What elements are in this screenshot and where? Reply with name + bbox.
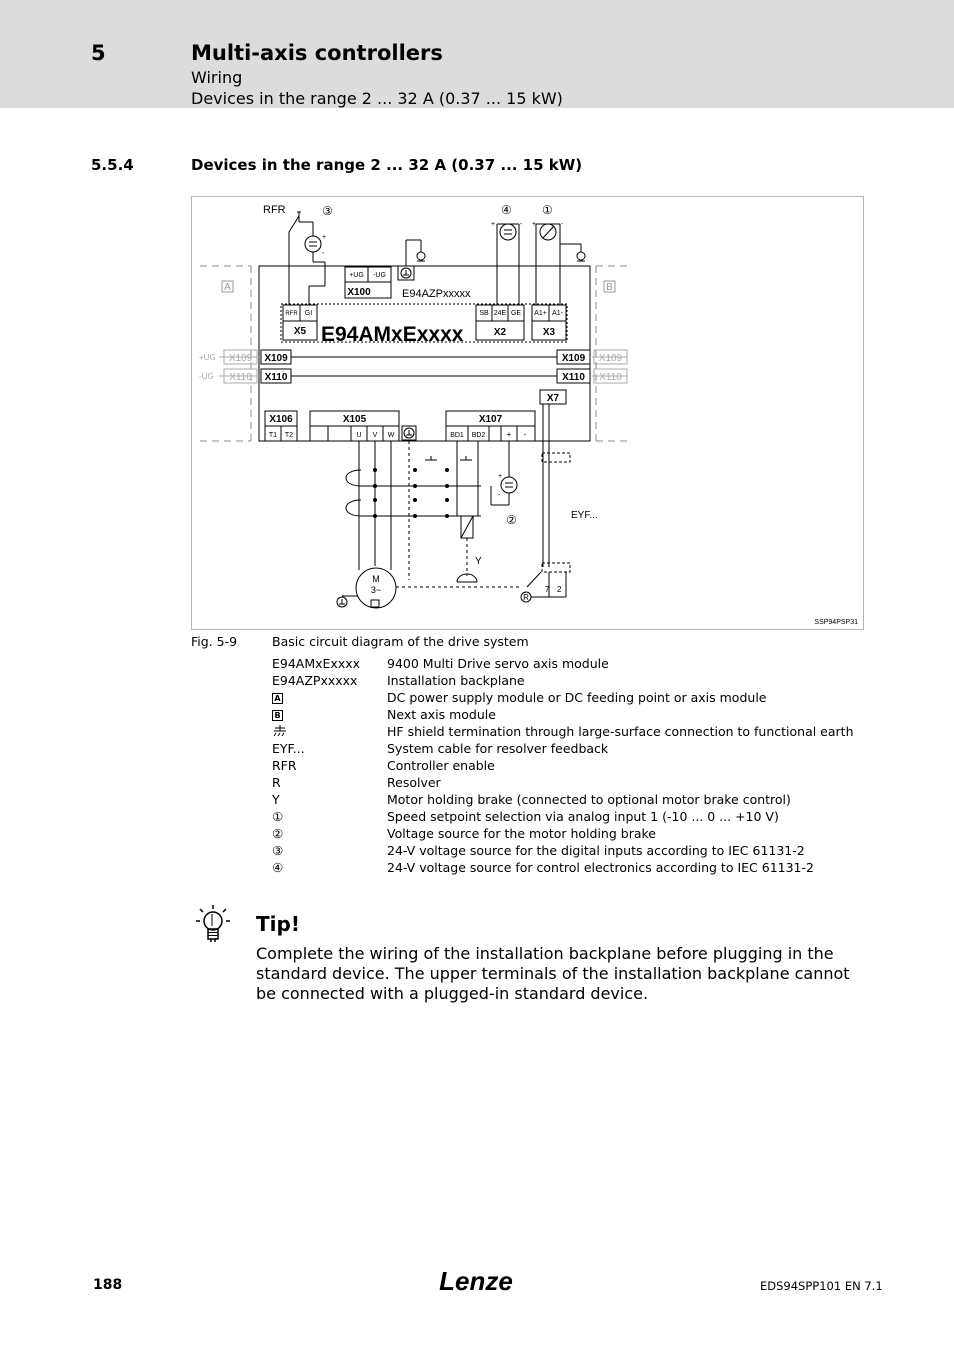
chapter-title: Multi-axis controllers: [191, 41, 443, 65]
legend-row: [272, 689, 872, 706]
legend-key: ②: [272, 826, 284, 841]
figure-label: Fig. 5-9: [191, 634, 238, 649]
svg-text:-: -: [561, 221, 564, 228]
legend-value: 9400 Multi Drive servo axis module: [387, 656, 609, 671]
svg-text:+: +: [532, 221, 537, 228]
chapter-subtitle-range: Devices in the range 2 ... 32 A (0.37 ... 15 kW): [191, 89, 563, 108]
terminal-bd2: BD2: [471, 432, 486, 439]
terminal-bd1: BD1: [450, 432, 464, 439]
marker-3: ③: [322, 204, 333, 218]
x110-right: X110: [562, 372, 585, 383]
legend-key: ③: [272, 843, 284, 858]
lenze-logo: [436, 1266, 516, 1296]
label-b: B: [606, 282, 613, 293]
tip-text: Complete the wiring of the installation backplane before plugging in the standard device. The upper terminals of the installation backplane cannot be connected with a plugged-in standard device.: [256, 944, 850, 1003]
x109-left: X109: [264, 353, 288, 364]
label-a: A: [224, 282, 231, 293]
terminal-t1: T1: [268, 432, 278, 439]
eyf-label: EYF...: [571, 510, 598, 521]
terminal-ge: GE: [510, 310, 522, 317]
circuit-diagram-svg: [192, 197, 863, 629]
x100-label: X100: [347, 287, 371, 298]
logo-text: Lenze: [439, 1266, 513, 1296]
legend-row: [272, 723, 872, 740]
resolver-wiring: [521, 404, 570, 602]
svg-text:-: -: [498, 492, 501, 499]
legend-row: [272, 791, 872, 808]
source-4-wiring: [497, 224, 519, 305]
chapter-subtitle-wiring: Wiring: [191, 68, 243, 87]
legend-value: DC power supply module or DC feeding point or axis module: [387, 690, 767, 705]
x110-neighbor-a: X110: [229, 372, 252, 383]
legend-table: [272, 655, 872, 876]
legend-row: [272, 706, 872, 723]
resolver-r-label: R: [523, 593, 529, 602]
x109-right: X109: [561, 353, 586, 364]
legend-value: 24-V voltage source for the digital inputs according to IEC 61131-2: [387, 843, 805, 858]
x2-label: X2: [493, 327, 507, 338]
terminal-minus-ug: -UG: [373, 272, 386, 279]
diagram-code: SSP94PSP31: [814, 619, 858, 626]
rfr-wiring: [289, 212, 325, 305]
terminal-a1-plus: A1+: [534, 310, 547, 317]
document-id: EDS94SPP101 EN 7.1: [760, 1279, 883, 1293]
legend-row: [272, 842, 872, 859]
motor-phase: 3~: [370, 585, 382, 595]
bus-minus-ug: -UG: [199, 372, 214, 381]
terminal-u: U: [356, 432, 362, 439]
module-name: E94AMxExxxx: [321, 323, 464, 346]
rfr-label: RFR: [263, 204, 286, 216]
legend-row: [272, 808, 872, 825]
shield-earth-symbols: [425, 456, 472, 460]
terminal-a1-minus: A1-: [552, 310, 563, 317]
terminal-plus-ug: +UG: [349, 272, 364, 279]
lightbulb-icon: [195, 904, 235, 948]
marker-1: ①: [542, 203, 553, 217]
legend-row: [272, 825, 872, 842]
legend-key-box-a: A: [272, 693, 283, 704]
legend-row: [272, 757, 872, 774]
terminal-24e: 24E: [493, 310, 507, 317]
legend-key: RFR: [272, 758, 297, 773]
legend-value: Controller enable: [387, 758, 495, 773]
source-1-wiring: [536, 224, 585, 305]
pin-2-label: 2: [557, 585, 562, 594]
bus-plus-ug: +UG: [199, 353, 216, 362]
legend-value: System cable for resolver feedback: [387, 741, 609, 756]
x3-label: X3: [542, 327, 556, 338]
figure-caption: Basic circuit diagram of the drive system: [272, 634, 529, 649]
pin-7-label: 7: [545, 585, 550, 594]
terminal-minus: -: [523, 430, 527, 439]
legend-value: HF shield termination through large-surface connection to functional earth: [387, 724, 854, 739]
terminal-sb: SB: [479, 310, 489, 317]
terminal-v: V: [372, 432, 378, 439]
marker-2: ②: [506, 513, 517, 527]
x109-neighbor-b: X109: [598, 353, 623, 364]
x106-label: X106: [269, 414, 293, 425]
brake-wiring: [396, 441, 521, 587]
page-number: 188: [93, 1277, 123, 1293]
legend-value: Installation backplane: [387, 673, 525, 688]
terminal-plus: +: [506, 430, 512, 439]
svg-text:-: -: [520, 221, 523, 228]
chapter-number: 5: [91, 41, 106, 65]
terminal-w: W: [387, 432, 395, 439]
svg-text:+: +: [498, 473, 503, 480]
legend-key: Y: [272, 792, 280, 807]
legend-key: E94AMxExxxx: [272, 656, 361, 671]
svg-text:-: -: [322, 250, 325, 257]
legend-row: [272, 859, 872, 876]
x105-label: X105: [342, 414, 367, 425]
motor-cables: [346, 441, 481, 580]
x100-earth-wiring: [406, 240, 425, 266]
brake-y-label: Y: [475, 556, 482, 567]
source-2-wiring: [491, 441, 517, 505]
legend-value: Next axis module: [387, 707, 496, 722]
motor-m: M: [372, 574, 380, 584]
hf-shield-earth-icon: [272, 723, 288, 741]
x110-left: X110: [264, 372, 288, 383]
tip-title: Tip!: [256, 912, 300, 936]
section-number: 5.5.4: [91, 156, 134, 174]
legend-key: ④: [272, 860, 284, 875]
legend-key: ①: [272, 809, 284, 824]
x7-label: X7: [546, 393, 560, 404]
legend-row: [272, 655, 872, 672]
legend-value: 24-V voltage source for control electronics according to IEC 61131-2: [387, 860, 814, 875]
legend-value: Resolver: [387, 775, 441, 790]
legend-key-box-b: B: [272, 710, 283, 721]
svg-text:+: +: [322, 234, 327, 241]
x109-neighbor-a: X109: [228, 353, 253, 364]
terminal-rfr: RFR: [285, 311, 298, 317]
motor-earth: [337, 596, 358, 607]
x110-neighbor-b: X110: [599, 372, 622, 383]
legend-row: [272, 672, 872, 689]
legend-row: [272, 774, 872, 791]
terminal-t2: T2: [284, 432, 294, 439]
svg-text:+: +: [491, 221, 496, 228]
legend-row: [272, 740, 872, 757]
legend-value: Motor holding brake (connected to optional motor brake control): [387, 792, 791, 807]
legend-key: R: [272, 775, 281, 790]
legend-value: Speed setpoint selection via analog input 1 (-10 ... 0 ... +10 V): [387, 809, 779, 824]
marker-4: ④: [501, 203, 512, 217]
legend-value: Voltage source for the motor holding brake: [387, 826, 656, 841]
legend-key: EYF...: [272, 741, 305, 756]
legend-key: E94AZPxxxxx: [272, 673, 358, 688]
backplane-name: E94AZPxxxxx: [402, 288, 471, 300]
section-title: Devices in the range 2 ... 32 A (0.37 ... 15 kW): [191, 156, 583, 174]
terminal-gi: GI: [304, 310, 313, 317]
x107-label: X107: [478, 414, 503, 425]
circuit-diagram: [191, 196, 864, 630]
x5-label: X5: [293, 326, 307, 337]
